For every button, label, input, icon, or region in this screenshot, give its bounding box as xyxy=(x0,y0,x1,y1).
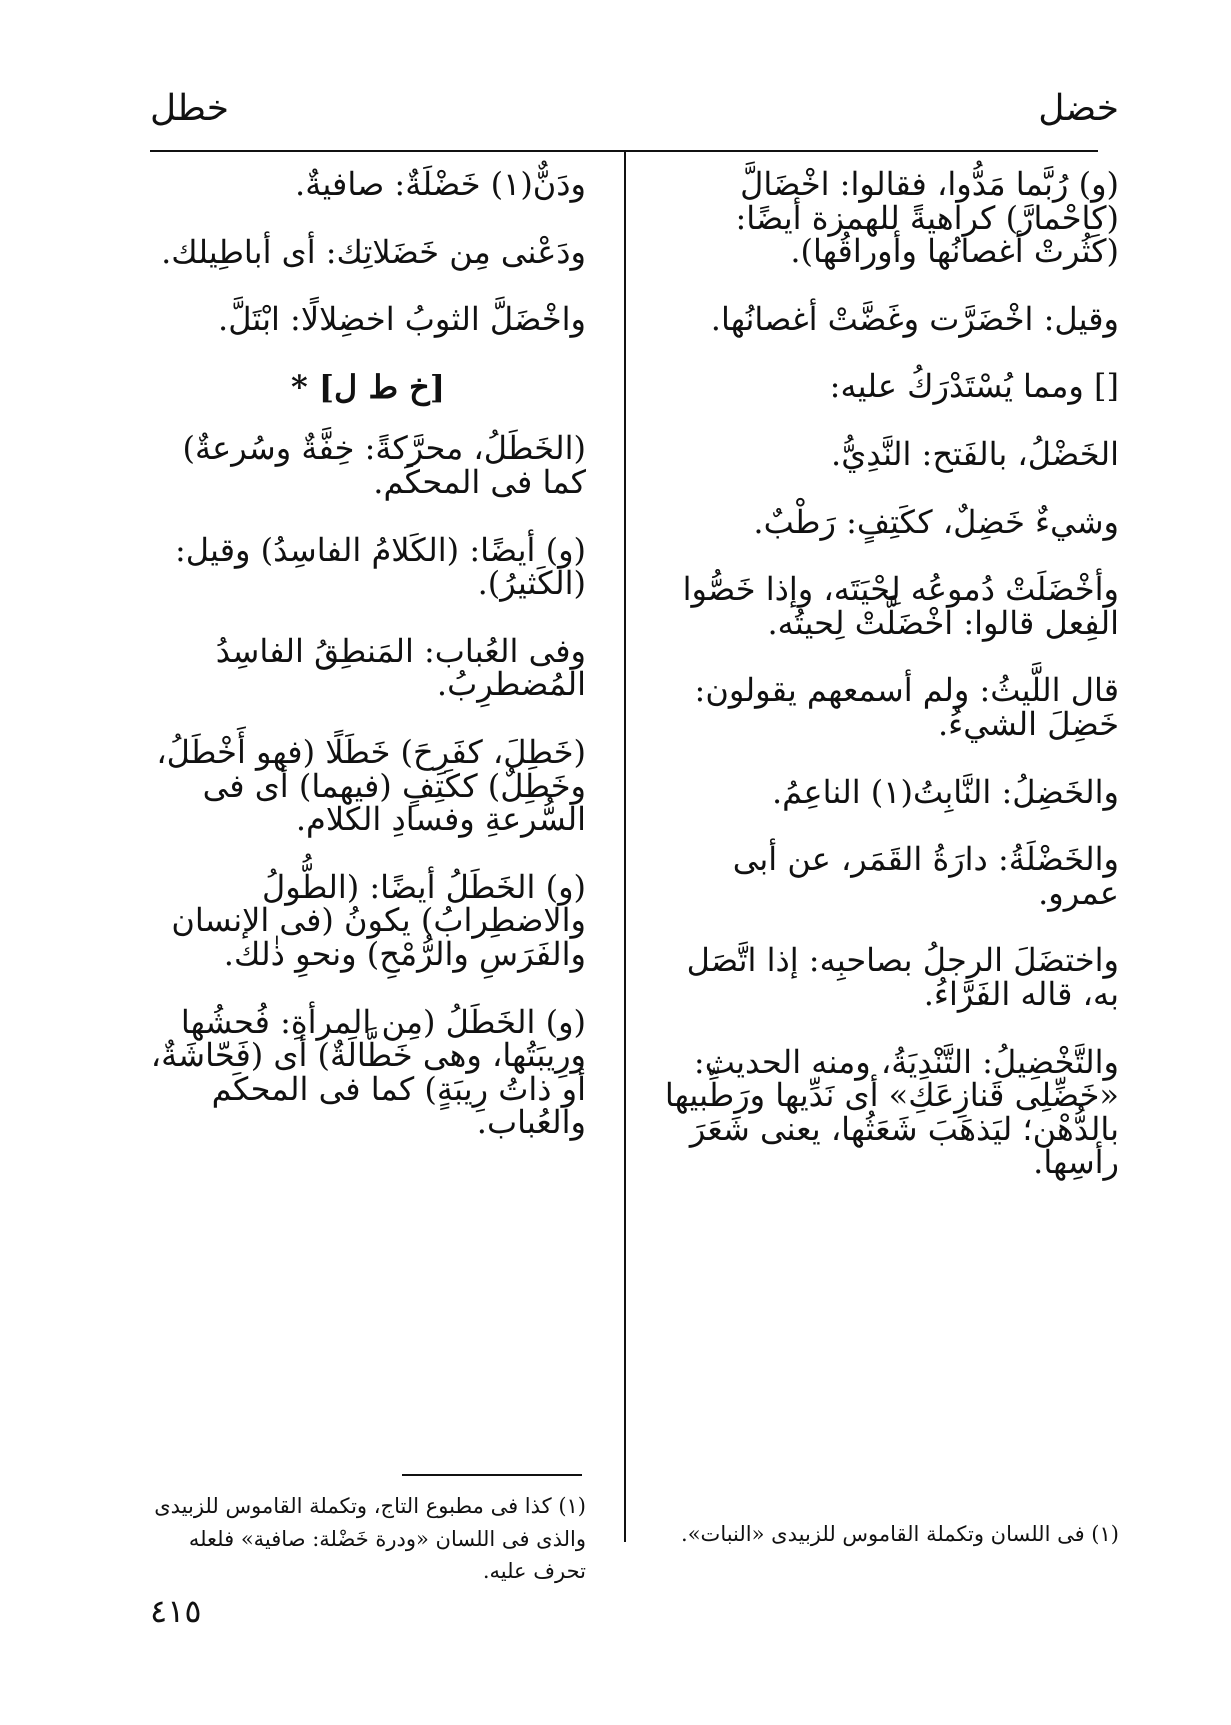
running-head-right: خضل xyxy=(1038,88,1119,129)
paragraph: الخَضْلُ، بالفَتح: النَّدِيُّ. xyxy=(831,434,1119,473)
paragraph: ودَنٌّ(١) خَضْلَةٌ: صافيةٌ. xyxy=(295,165,586,203)
footnote-right: (١) فى اللسان وتكملة القاموس للزبيدى «النبات». xyxy=(681,1522,1119,1546)
paragraph: (الخَطَلُ، محرَّكةً: خِفَّةٌ وسُرعةٌ) كما فى المحكَم. xyxy=(182,429,586,501)
paragraph: وأخْضَلَتْ دُموعُه لِحْيَتَه، وإذا خَصُّوا الفِعل قالوا: اخْضَلَّتْ لِحيتُه. xyxy=(682,570,1119,642)
paragraph: (و) أيضًا: (الكَلامُ الفاسِدُ) وقيل: (الكَثيرُ). xyxy=(175,530,586,603)
paragraph: واخْضَلَّ الثوبُ اخضِلالًا: ابْتَلَّ. xyxy=(218,300,586,339)
left-column xyxy=(150,165,586,1174)
paragraph: والخَضِلُ: النَّابِتُ(١) الناعِمُ. xyxy=(772,772,1119,811)
column-divider xyxy=(624,152,626,1542)
paragraph: ودَعْنى مِن خَضَلاتِك: أى أباطِيلك. xyxy=(161,232,586,271)
paragraph: وقيل: اخْضَرَّت وغَضَّتْ أغصانُها. xyxy=(710,299,1119,338)
paragraph: وفى العُباب: المَنطِقُ الفاسِدُ المُضطرِبُ. xyxy=(215,631,586,704)
paragraph: والخَضْلَةُ: دارَةُ القَمَر، عن أبى عمرو. xyxy=(732,840,1119,912)
running-head-left: خطل xyxy=(150,88,230,129)
paragraph: واختضَلَ الرجلُ بصاحبِه: إذا اتَّصَل به، قاله الفَرَّاءُ. xyxy=(686,941,1119,1013)
page-number: ٤١٥ xyxy=(150,1592,202,1630)
paragraph: (و) الخَطَلُ أيضًا: (الطُّولُ والاضطِرابُ) يكونُ (فى الإنسان والفَرَسِ والرُّمْحِ) ونحوِ ذٰلك. xyxy=(171,867,586,973)
entry-heading: [خ ط ل] * xyxy=(291,367,445,406)
paragraph: (و) رُبَّما مَدُّوا، فقالوا: اخْضَالَّ (كاحْمارَّ) كراهيةً للهمزة أيضًا: (كَثُرتْ أغصانُها وأوراقُها). xyxy=(735,165,1119,271)
paragraph: والتَّخْضِيلُ: التَّنْدِيَةُ، ومنه الحديث: «خَضِّلِى قَنازِعَكِ» أى نَدِّيها ورَطِّبيها بالدُّهْن؛ ليَذهَبَ شَعَثُها، يعنى شَعَرَ رأسِها. xyxy=(664,1042,1119,1182)
footnote-rule xyxy=(402,1474,582,1476)
paragraph: (خَطِلَ، كفَرِحَ) خَطَلًا (فهو أَخْطَلُ، وخَطِلٌ) ككَتِفٍ (فيهما) أى فى السُّرعةِ وفسادِ الكلام. xyxy=(156,732,586,839)
footnote-left: (١) كذا فى مطبوع التاج، وتكملة القاموس للزبيدى والذى فى اللسان «ودرة خَضْلة: صافية» فلعله تحرف عليه. xyxy=(154,1494,586,1584)
paragraph: [] ومما يُسْتَدْرَكُ عليه: xyxy=(829,367,1119,406)
paragraph: وشيءٌ خَضِلٌ، ككَتِفٍ: رَطْبٌ. xyxy=(753,502,1119,541)
paragraph: قال اللَّيثُ: ولم أسمعهم يقولون: خَضِلَ الشيءُ. xyxy=(694,671,1119,743)
right-column xyxy=(659,165,1119,1214)
paragraph: (و) الخَطَلُ (مِن المرأةِ: فُحشُها ورِيبَتُها، وهى خَطَّالَةٌ) أى (فَحّاشَةٌ، أو ذاتُ رِيبَةٍ) كما فى المحكَم والعُباب. xyxy=(150,1002,586,1142)
